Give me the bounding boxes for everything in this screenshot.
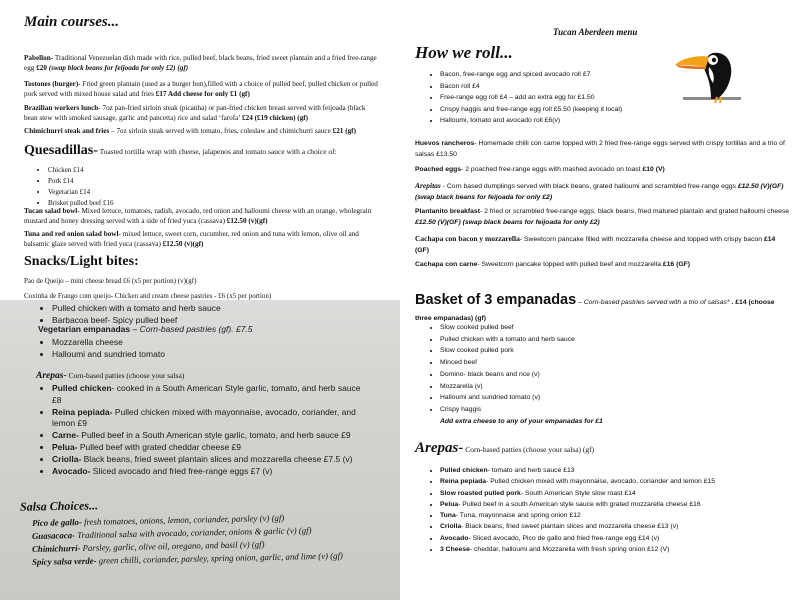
dish-cachapa-bacon: Cachapa con bacon y mozzarella- Sweetcorn pancake filled with mozzarella cheese and topped with crispy bacon £14 (GF): [415, 234, 776, 254]
salsa-spicy-salsa-verde: Spicy salsa verde- green chilli, coriander, parsley, spring onion, garlic, and lime (v) (gf): [31, 550, 343, 567]
list-item: • Slow cooked pulled pork: [440, 345, 603, 357]
quesadillas-list: [38, 165, 114, 209]
snack-coxinha: Coxinha de Frango com queijo- Chicken and cream cheese pastries - £6 (x5 per portion): [24, 292, 272, 300]
list-item: • Slow roasted pulled pork- South American Style slow roast £14: [440, 488, 715, 499]
snacks-heading: Snacks/Light bites:: [24, 254, 139, 269]
list-item: • Reina pepiada- Pulled chicken mixed with mayonnaise, avocado, coriander, and lemon £9: [52, 407, 370, 431]
dish-brazilian-workers-lunch: Brazilian workers lunch- 7oz pan-fried sirloin steak (picanha) or pan-fried chicken breast served with feijoada (black bean stew with smoked sausage, garlic and pancetta) rice and salad ‘farofa’ £24 (£19 chicken) (gf): [24, 104, 366, 122]
list-item: • Bacon roll £4: [440, 81, 622, 93]
list-item: • 3 Cheese- cheddar, halloumi and Mozzarella with fresh spring onion £12 (V): [440, 544, 715, 555]
list-item: • Domino- black beans and rice (v): [440, 369, 603, 381]
list-item: • Vegetarian £14: [48, 187, 114, 198]
right-menu-page: [400, 0, 800, 600]
dish-chimichurri-steak: Chimichurri steak and fries – 7oz sirloin steak served with tomato, fries, coleslaw and chimichurri sauce £21 (gf): [24, 127, 356, 135]
veg-empanada-fillings-list: [40, 336, 165, 360]
list-item: • Brisket pulled beef £16: [48, 198, 114, 209]
list-item: • Avocado- Sliced avocado, Pico de gallo and fried free-range egg £14 (v): [440, 533, 715, 544]
list-item: • Pelua- Pulled beef with grated cheddar cheese £9: [52, 442, 370, 454]
dish-huevos-rancheros: Huevos rancheros- Homemade chilli con carne topped with 2 fried free-range eggs served with crispy tortillas and a trio of salsas £13.50: [415, 140, 785, 158]
snack-pao-de-queijo: Pao de Queijo – mini cheese bread £6 (x5 per portion) (v)(gf): [24, 277, 197, 285]
list-item: • Criolla- Black beans, fried sweet plantain slices and mozzarella cheese £7.5 (v): [52, 454, 370, 466]
arepas-list-right: [440, 465, 715, 555]
arepas-heading-left: Arepas- Corn-based patties (choose your salsa): [36, 371, 185, 381]
list-item: • Tuna- Tuna, mayonnaise and spring onion £12: [440, 510, 715, 521]
list-item: • Mozzarella cheese: [52, 336, 165, 348]
list-item: • Minced beef: [440, 357, 603, 369]
arepas-list-left: [40, 383, 370, 477]
basket-empanadas-heading: Basket of 3 empanadas – Corn-based pastries served with a trio of salsas* . £14 (choose three empanadas) (gf): [415, 292, 775, 322]
list-item: • Crispy haggis: [440, 404, 603, 416]
list-item: • Barbacoa beef- Spicy pulled beef: [52, 314, 221, 326]
list-item: • Crispy haggis and free-range egg roll £5.50 (keeping it local): [440, 104, 622, 116]
dish-pabellon: Pabellon- Traditional Venezuelan dish made with rice, pulled beef, black beans, fried sweet plantain and a fried free-range egg £20 (swap black beans for feijoada for only £2) (gf): [24, 54, 377, 72]
dish-poached-eggs: Poached eggs- 2 poached free-range eggs with mashed avocado on toast £10 (V): [415, 166, 665, 173]
toucan-logo-icon: [673, 43, 745, 105]
empanada-fillings-list: [40, 302, 221, 326]
list-item: • Pulled chicken with a tomato and herb sauce: [440, 334, 603, 346]
quesadillas-heading: Quesadillas- Toasted tortilla wrap with cheese, jalapenos and tomato sauce with a choice of:: [24, 143, 337, 158]
list-item: • Reina pepiada- Pulled chicken mixed with mayonnaise, avocado, coriander and lemon £15: [440, 476, 715, 487]
list-item: • Avocado- Sliced avocado and fried free-range eggs £7 (v): [52, 466, 370, 478]
arepas-heading-right: Arepas- Corn-based patties (choose your salsa) (gf): [415, 440, 595, 456]
dish-plantanito-breakfast: Plantanito breakfast- 2 fried or scrambled free-range eggs, black beans, fried matured plantain and grated halloumi cheese £12.50 (V)(GF) (swap black beans for feijoada for only £2): [415, 208, 790, 226]
list-item: • Carne- Pulled beef in a South American style garlic, tomato, and herb sauce £9: [52, 430, 370, 442]
list-item: • Free-range egg roll £4 – add an extra egg for £1.50: [440, 92, 622, 104]
salsa-pico-de-gallo: Pico de gallo- fresh tomatoes, onions, lemon, coriander, parsley (v) (gf): [31, 512, 285, 528]
list-item: • Mozzarella (v): [440, 381, 603, 393]
dish-tucan-salad-bowl: Tucan salad bowl- Mixed lettuce, tomatoes, radish, avocado, red onion and halloumi cheese with an orange, wholegrain mustard and honey dressing served with a side of fried yuca (cassava) £12.50 (v)(gf): [24, 207, 372, 225]
basket-list: [440, 322, 603, 427]
salsa-guasacaca: Guasacaca- Traditional salsa with avocado, coriander, onions & garlic (v) (gf): [31, 525, 312, 541]
dish-cachapa-carne: Cachapa con carne- Sweetcorn pancake topped with pulled beef and mozzarella £16 (GF): [415, 261, 691, 268]
list-item: • Criolla- Black beans, fried sweet plantain slices and mozzarella cheese £13 (v): [440, 521, 715, 532]
main-courses-title: Main courses...: [24, 14, 120, 30]
roll-list: [440, 69, 622, 127]
list-item: • Pelua- Pulled beef in a south American style sauce with grated mozzarella cheese £16: [440, 499, 715, 510]
list-item: • Halloumi and sundried tomato (v): [440, 392, 603, 404]
list-item: • Halloumi, tomato and avocado roll £6(v): [440, 115, 622, 127]
list-item: • Halloumi and sundried tomato: [52, 348, 165, 360]
salsa-chimichurri: Chimichurri- Parsley, garlic, olive oil, oregano, and basil (v) (gf): [31, 539, 265, 554]
dish-tostones: Tostones (burger)- Fried green plantain (used as a burger bun),filled with a choice of pulled beef, pulled chicken or pulled pork served with mixed house salad and fries £17 Add cheese for only £1 (gf): [24, 80, 378, 98]
list-item: • Pulled chicken with a tomato and herb sauce: [52, 302, 221, 314]
list-item: • Pulled chicken- cooked in a South American Style garlic, tomato, and herb sauce £8: [52, 383, 370, 407]
dish-tuna-salad-bowl: Tuna and red onion salad bowl- mixed lettuce, sweet corn, cucumber, red onion and tuna with lemon, olive oil and balsamic glaze served with fried yuca (cassava) £12.50 (v)(gf): [24, 230, 359, 248]
dish-arepitas: Arepitas - Corn based dumplings served with black beans, grated halloumi and scrambled free-range eggs £12.50 (V)(GF) (swap black beans for feijoada for only £2): [415, 181, 784, 201]
list-item: • Pork £14: [48, 176, 114, 187]
menu-header: Tucan Aberdeen menu: [553, 27, 638, 37]
list-item: • Bacon, free-range egg and spiced avocado roll £7: [440, 69, 622, 81]
basket-extra-note: Add extra cheese to any of your empanadas for £1: [440, 417, 603, 425]
list-item: • Pulled chicken- tomato and herb sauce £13: [440, 465, 715, 476]
list-item: • Slow cooked pulled beef: [440, 322, 603, 334]
list-item: • Chicken £14: [48, 165, 114, 176]
how-we-roll-title: How we roll...: [415, 43, 513, 62]
vegetarian-empanadas: Vegetarian empanadas – Corn-based pastries (gf). £7.5: [38, 324, 253, 334]
salsa-choices-title: Salsa Choices...: [19, 498, 99, 514]
